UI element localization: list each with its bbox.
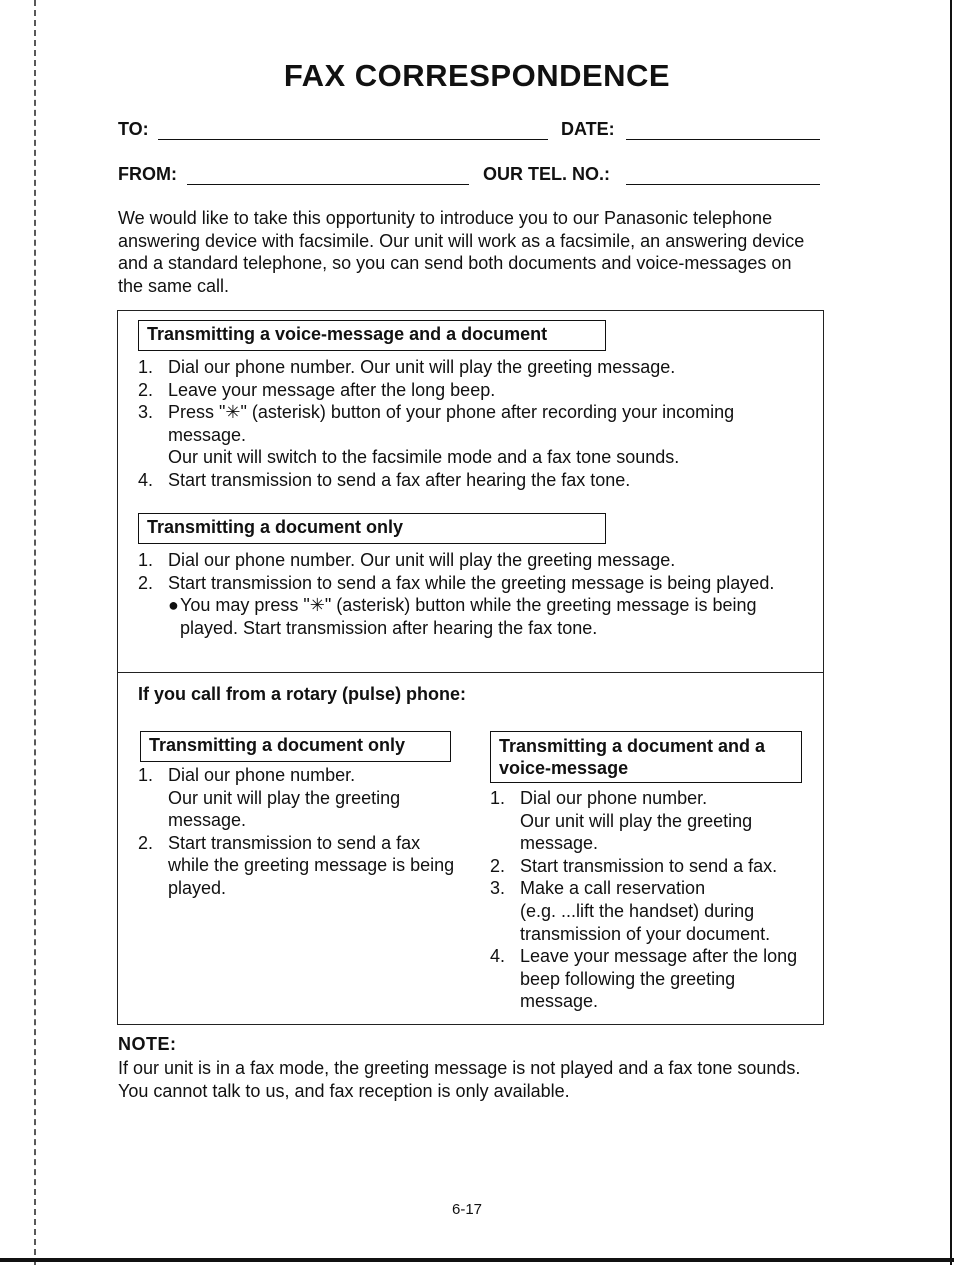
list-item <box>138 379 798 402</box>
page-number: 6-17 <box>451 1201 483 1218</box>
step-text: Start transmission to send a fax while the greeting message is being played. <box>168 572 775 593</box>
list-item <box>138 764 458 832</box>
rotary-left-steps <box>138 764 458 900</box>
step-number: 2. <box>138 379 154 400</box>
step-number: 3. <box>490 878 506 899</box>
step-extra: Our unit will switch to the facsimile mode and a fax tone sounds. <box>168 447 680 468</box>
step-extra: (e.g. ...lift the handset) during transmission of your document. <box>520 900 771 944</box>
from-field-line[interactable] <box>187 184 469 185</box>
rotary-left-heading: Transmitting a document only <box>140 731 451 762</box>
step-text: Press "✳" (asterisk) button of your phone after recording your incoming message. <box>168 402 735 445</box>
list-item <box>138 549 803 572</box>
step-number: 2. <box>138 572 154 593</box>
list-item <box>138 356 798 379</box>
box-divider <box>117 672 823 673</box>
step-extra: Our unit will play the greeting message. <box>520 810 753 854</box>
tel-label: OUR TEL. NO.: <box>483 164 610 184</box>
section-heading-document-only: Transmitting a document only <box>138 513 606 544</box>
step-number: 1. <box>490 788 506 808</box>
list-item <box>490 877 808 945</box>
bullet-icon: ● <box>168 595 179 616</box>
page-title: FAX CORRESPONDENCE <box>283 58 671 93</box>
rotary-right-heading: Transmitting a document and a voice-message <box>490 731 802 783</box>
step-text: Leave your message after the long beep. <box>168 379 496 400</box>
tel-field-line[interactable] <box>626 184 820 185</box>
step-number: 4. <box>138 469 154 490</box>
list-item <box>490 945 808 1013</box>
rotary-right-steps <box>490 787 808 1013</box>
to-field-line[interactable] <box>158 139 548 140</box>
step-number: 1. <box>138 357 154 377</box>
section1-steps <box>138 356 798 492</box>
step-text: Leave your message after the long beep following the greeting message. <box>520 946 798 1012</box>
section-heading-voice-and-document: Transmitting a voice-message and a document <box>138 320 606 351</box>
step-text: Make a call reservation <box>520 878 706 899</box>
step-text: Dial our phone number. <box>168 765 356 785</box>
list-item <box>138 832 458 900</box>
step-number: 2. <box>138 832 154 853</box>
step-text: Dial our phone number. Our unit will play the greeting message. <box>168 357 676 377</box>
step-text: Start transmission to send a fax while the greeting message is being played. <box>168 832 455 898</box>
to-label: TO: <box>118 119 149 139</box>
note-label: NOTE: <box>118 1034 177 1054</box>
step-number: 1. <box>138 550 154 570</box>
list-item <box>138 594 803 639</box>
step-extra: Our unit will play the greeting message. <box>168 787 401 831</box>
rotary-heading: If you call from a rotary (pulse) phone: <box>138 684 467 704</box>
bullet-text: You may press "✳" (asterisk) button while the greeting message is being played. Start transmission after hearing the fax tone. <box>180 595 757 638</box>
step-number: 3. <box>138 402 154 423</box>
intro-paragraph: We would like to take this opportunity to introduce you to our Panasonic telephone answering device with facsimile. Our unit will work as a facsimile, an answering device and a standard telephone, so you can send both documents and voice-messages on the same call. <box>118 208 805 296</box>
date-label: DATE: <box>561 119 615 139</box>
list-item <box>490 855 808 878</box>
list-item <box>138 401 798 469</box>
step-number: 2. <box>490 855 506 876</box>
list-item <box>490 787 808 855</box>
step-number: 4. <box>490 946 506 967</box>
date-field-line[interactable] <box>626 139 820 140</box>
note-text: If our unit is in a fax mode, the greeting message is not played and a fax tone sounds. You cannot talk to us, and fax reception is only available. <box>118 1058 801 1101</box>
step-text: Dial our phone number. <box>520 788 708 808</box>
list-item <box>138 572 803 595</box>
list-item <box>138 469 798 492</box>
step-text: Start transmission to send a fax after hearing the fax tone. <box>168 469 631 490</box>
right-edge-line <box>950 0 952 1265</box>
step-number: 1. <box>138 765 154 785</box>
step-text: Start transmission to send a fax. <box>520 855 778 876</box>
step-text: Dial our phone number. Our unit will play the greeting message. <box>168 550 676 570</box>
section2-steps <box>138 549 803 639</box>
binding-edge-line <box>34 0 37 1265</box>
bottom-edge-line <box>0 1258 954 1262</box>
from-label: FROM: <box>118 164 177 184</box>
